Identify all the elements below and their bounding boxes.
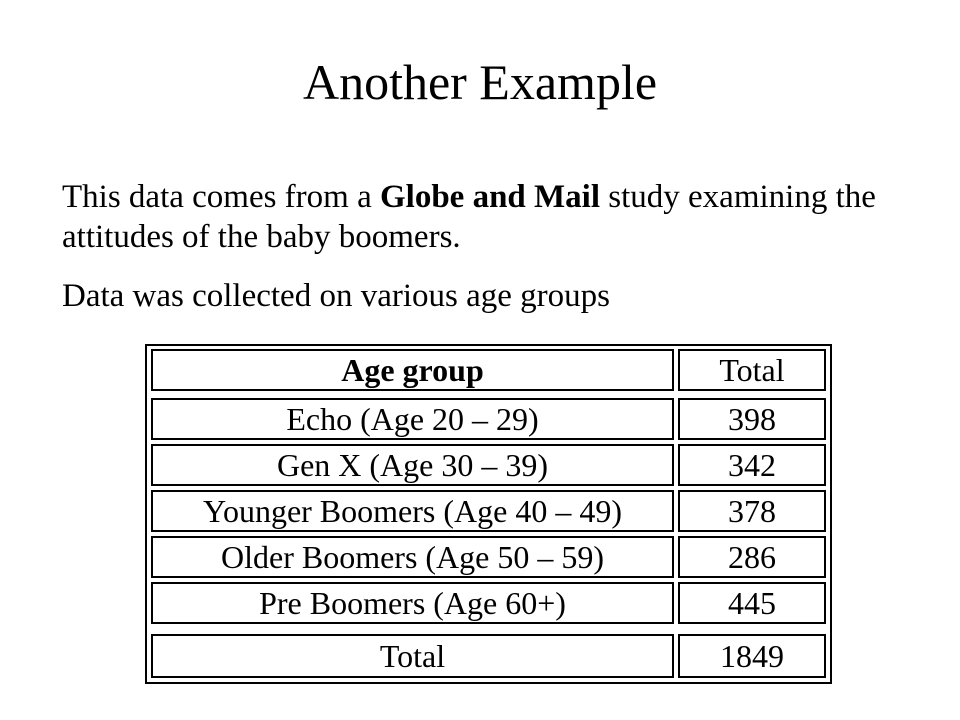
- row-3-group: Younger Boomers (Age 40 – 49): [151, 490, 674, 532]
- source-name: Globe and Mail: [379, 179, 601, 215]
- row-2-total: 342: [678, 444, 826, 486]
- row-2-group: Gen X (Age 30 – 39): [151, 444, 674, 486]
- row-1-total: 398: [678, 398, 826, 440]
- row-5-group: Pre Boomers (Age 60+): [151, 582, 674, 624]
- slide-title: Another Example: [302, 54, 658, 110]
- intro-text-start: This data comes from a: [62, 179, 380, 215]
- footer-total-value: 1849: [678, 634, 826, 678]
- intro-paragraph: [62, 177, 922, 257]
- collection-paragraph: Data was collected on various age groups: [62, 278, 610, 314]
- row-4-group: Older Boomers (Age 50 – 59): [151, 536, 674, 578]
- header-total: Total: [678, 349, 826, 391]
- age-group-table: [145, 344, 832, 684]
- row-4-total: 286: [678, 536, 826, 578]
- footer-total-label: Total: [151, 634, 674, 678]
- header-age-group: Age group: [151, 349, 674, 391]
- row-1-group: Echo (Age 20 – 29): [151, 398, 674, 440]
- row-3-total: 378: [678, 490, 826, 532]
- row-5-total: 445: [678, 582, 826, 624]
- intro-text-end: study examining the attitudes of the baby boomers.: [62, 179, 876, 255]
